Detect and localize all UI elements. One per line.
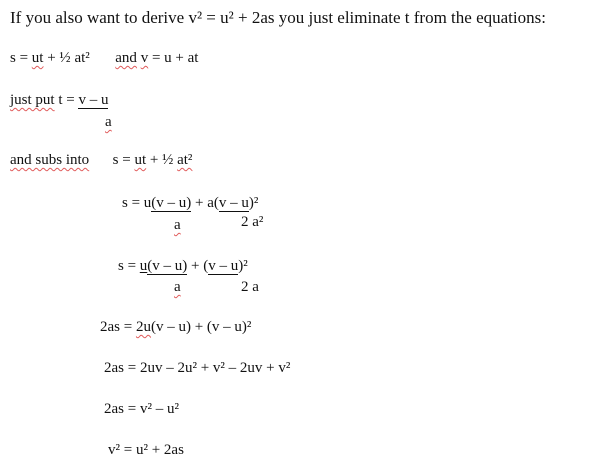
- step2-s-eq: s =: [112, 152, 135, 168]
- step1-t-eq: t =: [54, 92, 79, 108]
- step1-line: [10, 93, 108, 109]
- step2-half: + ½: [146, 152, 178, 168]
- equation-line-3: s = u(v – u) + a(v – u)²: [122, 195, 259, 211]
- step1-denominator: a: [105, 114, 112, 130]
- step2-and-subs: and subs into: [10, 152, 90, 168]
- eq1-half: + ½: [43, 50, 75, 66]
- intro-text: If you also want to derive v² = u² + 2as you just eliminate t from the equations:: [10, 8, 546, 27]
- step2-line: [10, 153, 192, 168]
- equation-line-7: 2as = v² – u²: [104, 401, 179, 417]
- line3-denominator-2: 2 a²: [241, 214, 264, 230]
- equation-line-6: 2as = 2uv – 2u² + v² – 2uv + v²: [104, 360, 291, 376]
- eq1-left: s =: [10, 50, 32, 66]
- line3-denominator-1: a: [174, 217, 181, 233]
- eq1-at2: at²: [74, 50, 90, 66]
- step2-at2: at²: [177, 152, 193, 168]
- line4-denominator-2: 2 a: [241, 279, 259, 295]
- step2-ut: ut: [134, 152, 147, 168]
- equation-line-4: s = u(v – u) + (v – u)²: [118, 258, 248, 274]
- equation-line-5: 2as = 2u(v – u) + (v – u)²: [100, 319, 252, 335]
- line4-denominator-1: a: [174, 279, 181, 295]
- step1-just-put: just put: [10, 92, 55, 108]
- eq1-and: and: [115, 50, 137, 66]
- step1-numerator: v – u: [78, 92, 109, 108]
- eq1-v: v: [140, 50, 149, 66]
- equation-line-8: v² = u² + 2as: [108, 442, 184, 458]
- equation-line-1: [10, 51, 198, 66]
- eq1-ut: ut: [31, 50, 44, 66]
- eq1-rest: = u + at: [148, 50, 199, 66]
